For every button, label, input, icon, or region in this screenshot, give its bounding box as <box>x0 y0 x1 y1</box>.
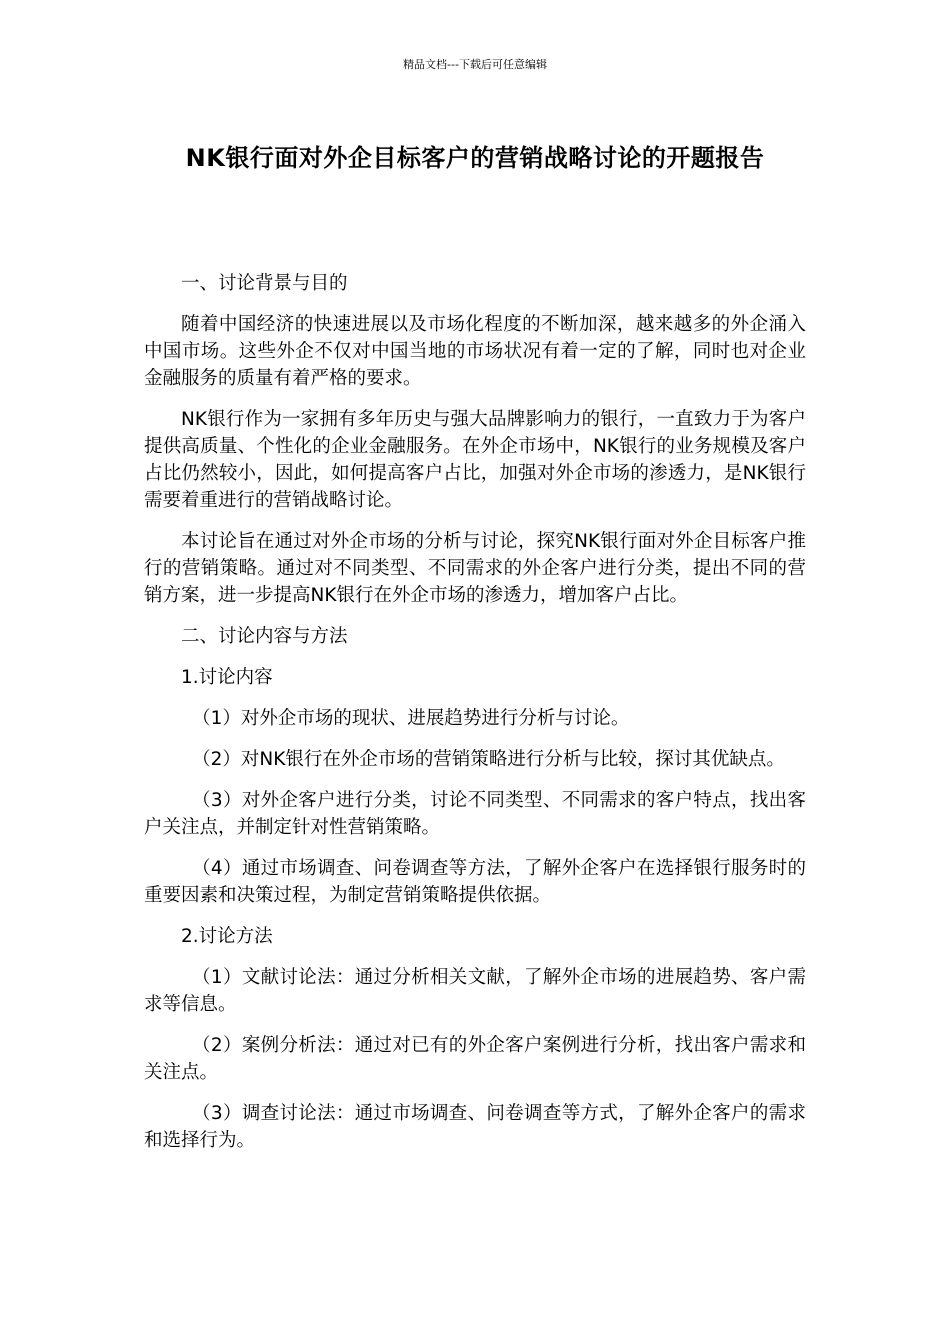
subsection-heading-method: 2.讨论方法 <box>181 926 273 947</box>
list-item: （3）调查讨论法：通过市场调查、问卷调查等方式，了解外企客户的需求和选择行为。 <box>144 1103 806 1151</box>
section-heading-background: 一、讨论背景与目的 <box>181 273 348 294</box>
list-item: （4）通过市场调查、问卷调查等方法，了解外企客户在选择银行服务时的重要因素和决策过程，为制定营销策略提供依据。 <box>144 858 806 906</box>
document-body <box>144 270 806 1168</box>
document-title: NK银行面对外企目标客户的营销战略讨论的开题报告 <box>185 144 765 172</box>
body-paragraph: 本讨论旨在通过对外企市场的分析与讨论，探究NK银行面对外企目标客户推行的营销策略。通过对不同类型、不同需求的外企客户进行分类，提出不同的营销方案，进一步提高NK银行在外企市场的渗透力，增加客户占比。 <box>144 531 806 606</box>
list-item: （2）案例分析法：通过对已有的外企客户案例进行分析，找出客户需求和关注点。 <box>144 1035 806 1083</box>
header-note: 精品文档---下载后可任意编辑 <box>403 58 547 71</box>
list-item: （2）对NK银行在外企市场的营销策略进行分析与比较，探讨其优缺点。 <box>192 749 785 770</box>
subsection-heading-content: 1.讨论内容 <box>181 667 273 688</box>
list-item: （3）对外企客户进行分类，讨论不同类型、不同需求的客户特点，找出客户关注点，并制定针对性营销策略。 <box>144 790 806 838</box>
list-item: （1）对外企市场的现状、进展趋势进行分析与讨论。 <box>192 708 630 729</box>
section-heading-content-method: 二、讨论内容与方法 <box>181 626 348 647</box>
body-paragraph: 随着中国经济的快速进展以及市场化程度的不断加深，越来越多的外企涌入中国市场。这些外企不仅对中国当地的市场状况有着一定的了解，同时也对企业金融服务的质量有着严格的要求。 <box>144 314 806 389</box>
body-paragraph: NK银行作为一家拥有多年历史与强大品牌影响力的银行，一直致力于为客户提供高质量、个性化的企业金融服务。在外企市场中，NK银行的业务规模及客户占比仍然较小，因此，如何提高客户占比，加强对外企市场的渗透力，是NK银行需要着重进行的营销战略讨论。 <box>144 409 806 511</box>
list-item: （1）文献讨论法：通过分析相关文献，了解外企市场的进展趋势、客户需求等信息。 <box>144 967 806 1015</box>
